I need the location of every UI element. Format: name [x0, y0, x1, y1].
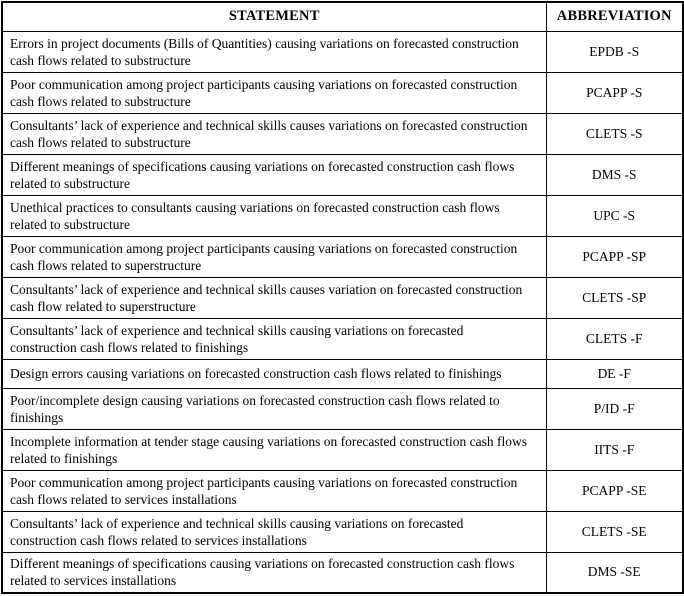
table-body [2, 31, 683, 593]
table-row [2, 154, 683, 195]
statement-cell: Incomplete information at tender stage causing variations on forecasted construction cash flows related to finishings [2, 429, 546, 470]
table-row [2, 113, 683, 154]
abbreviation-cell: EPDB -S [546, 31, 683, 72]
table-row [2, 72, 683, 113]
table-row [2, 429, 683, 470]
abbreviation-cell: DMS -S [546, 154, 683, 195]
table-row [2, 470, 683, 511]
statement-cell: Design errors causing variations on forecasted construction cash flows related to finishings [2, 359, 546, 388]
statement-cell: Errors in project documents (Bills of Quantities) causing variations on forecasted construction cash flows related to substructure [2, 31, 546, 72]
abbreviation-cell: CLETS -F [546, 318, 683, 359]
statement-cell: Poor communication among project participants causing variations on forecasted construction cash flows related to services installations [2, 470, 546, 511]
abbreviation-column-header: ABBREVIATION [546, 2, 683, 31]
abbreviation-cell: UPC -S [546, 195, 683, 236]
statement-cell: Unethical practices to consultants causing variations on forecasted construction cash flows related to substructure [2, 195, 546, 236]
statement-cell: Consultants’ lack of experience and technical skills causes variation on forecasted construction cash flow related to superstructure [2, 277, 546, 318]
abbreviation-cell: PCAPP -S [546, 72, 683, 113]
statement-cell: Poor communication among project participants causing variations on forecasted construction cash flows related to superstructure [2, 236, 546, 277]
abbreviation-cell: PCAPP -SP [546, 236, 683, 277]
abbreviation-cell: CLETS -S [546, 113, 683, 154]
abbreviation-cell: CLETS -SE [546, 511, 683, 552]
table-row [2, 318, 683, 359]
statement-cell: Poor/incomplete design causing variations on forecasted construction cash flows related to finishings [2, 388, 546, 429]
table-row [2, 31, 683, 72]
table-row [2, 511, 683, 552]
table-row [2, 388, 683, 429]
statement-cell: Consultants’ lack of experience and technical skills causes variations on forecasted construction cash flows related to substructure [2, 113, 546, 154]
abbreviation-cell: DMS -SE [546, 552, 683, 593]
header-row [2, 2, 683, 31]
abbreviation-cell: DE -F [546, 359, 683, 388]
abbreviation-table [1, 1, 684, 594]
abbreviation-cell: P/ID -F [546, 388, 683, 429]
abbreviation-cell: PCAPP -SE [546, 470, 683, 511]
statement-cell: Consultants’ lack of experience and technical skills causing variations on forecasted construction cash flows related to services installations [2, 511, 546, 552]
table-row [2, 552, 683, 593]
statement-cell: Different meanings of specifications causing variations on forecasted construction cash flows related to services installations [2, 552, 546, 593]
abbreviation-cell: CLETS -SP [546, 277, 683, 318]
statement-cell: Consultants’ lack of experience and technical skills causing variations on forecasted construction cash flows related to finishings [2, 318, 546, 359]
table-row [2, 195, 683, 236]
statement-cell: Different meanings of specifications causing variations on forecasted construction cash flows related to substructure [2, 154, 546, 195]
abbreviation-cell: IITS -F [546, 429, 683, 470]
statement-column-header: STATEMENT [2, 2, 546, 31]
table-row [2, 277, 683, 318]
table-row [2, 359, 683, 388]
statement-cell: Poor communication among project participants causing variations on forecasted construction cash flows related to substructure [2, 72, 546, 113]
table-row [2, 236, 683, 277]
